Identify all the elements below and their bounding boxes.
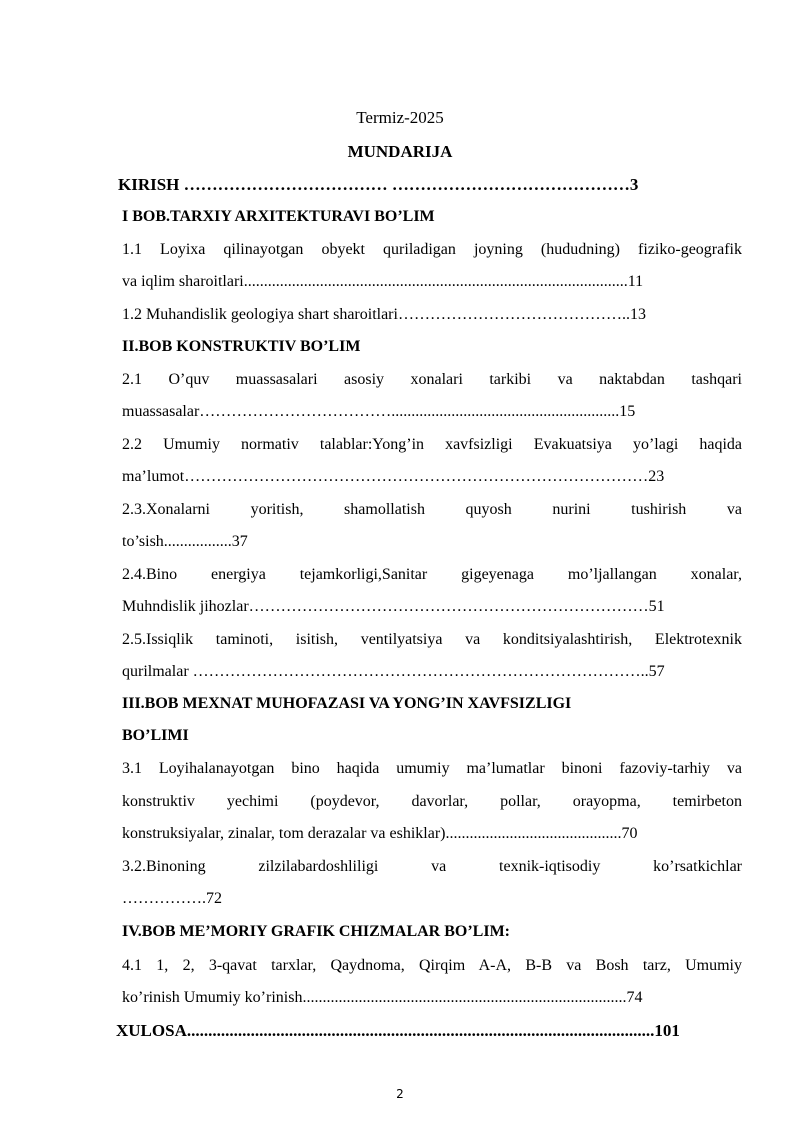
toc-item-2-1-line-2: muassasalar……………………………….........................................................15: [122, 403, 636, 420]
toc-item-3-2-line-2: …………….72: [122, 890, 222, 907]
toc-item-2-4-line-2: Muhndislik jihozlar…………………………………………………………………51: [122, 598, 665, 615]
toc-xulosa: XULOSA..............................................................................................................101: [116, 1021, 680, 1040]
toc-chapter-1: I BOB.TARXIY ARXITEKTURAVI BO’LIM: [122, 208, 435, 225]
toc-chapter-3-line-2: BO’LIMI: [122, 727, 189, 744]
toc-item-2-5-line-1: 2.5.Issiqlik taminoti, isitish, ventilyatsiya va konditsiyalashtirish, Elektrotexnik: [122, 631, 742, 648]
toc-item-1-1-line-2: va iqlim sharoitlari................................................................................................11: [122, 273, 644, 290]
toc-item-3-1-line-2: konstruktiv yechimi (poydevor, davorlar, pollar, orayopma, temirbeton: [122, 793, 742, 810]
toc-kirish: KIRISH ……………………………… ……………………………………3: [118, 175, 639, 194]
toc-item-1-1-line-1: 1.1 Loyixa qilinayotgan obyekt quriladigan joyning (hududning) fiziko-geografik: [122, 241, 742, 258]
toc-chapter-3-line-1: III.BOB MEXNAT MUHOFAZASI VA YONG’IN XAVFSIZLIGI: [122, 695, 572, 712]
toc-item-3-2-line-1: 3.2.Binoning zilzilabardoshliligi va texnik-iqtisodiy ko’rsatkichlar: [122, 858, 742, 875]
toc-item-3-1-line-3: konstruksiyalar, zinalar, tom derazalar va eshiklar)............................................70: [122, 825, 638, 842]
toc-chapter-2: II.BOB KONSTRUKTIV BO’LIM: [122, 338, 361, 355]
toc-item-2-3-line-1: 2.3.Xonalarni yoritish, shamollatish quyosh nurini tushirish va: [122, 501, 742, 518]
city-year: Termiz-2025: [356, 108, 444, 127]
toc-item-2-3-line-2: to’sish.................37: [122, 533, 248, 550]
toc-title: MUNDARIJA: [347, 142, 453, 161]
toc-item-3-1-line-1: 3.1 Loyihalanayotgan bino haqida umumiy ma’lumatlar binoni fazoviy-tarhiy va: [122, 760, 742, 777]
page-number: 2: [396, 1087, 404, 1101]
toc-item-4-1-line-2: ko’rinish Umumiy ko’rinish.................................................................................74: [122, 989, 643, 1006]
toc-item-2-1-line-1: 2.1 O’quv muassasalari asosiy xonalari tarkibi va naktabdan tashqari: [122, 371, 742, 388]
toc-item-1-2: 1.2 Muhandislik geologiya shart sharoitlari……………………………………..13: [122, 306, 646, 323]
toc-item-2-5-line-2: qurilmalar …………………………………………………………………………..57: [122, 663, 665, 680]
toc-item-2-2-line-1: 2.2 Umumiy normativ talablar:Yong’in xavfsizligi Evakuatsiya yo’lagi haqida: [122, 436, 742, 453]
toc-item-2-4-line-1: 2.4.Bino energiya tejamkorligi,Sanitar gigeyenaga mo’ljallangan xonalar,: [122, 566, 742, 583]
toc-chapter-4: IV.BOB ME’MORIY GRAFIK CHIZMALAR BO’LIM:: [122, 923, 511, 940]
toc-item-2-2-line-2: ma’lumot……………………………………………………………………………23: [122, 468, 665, 485]
toc-item-4-1-line-1: 4.1 1, 2, 3-qavat tarxlar, Qaydnoma, Qirqim A-A, B-B va Bosh tarz, Umumiy: [122, 957, 742, 974]
